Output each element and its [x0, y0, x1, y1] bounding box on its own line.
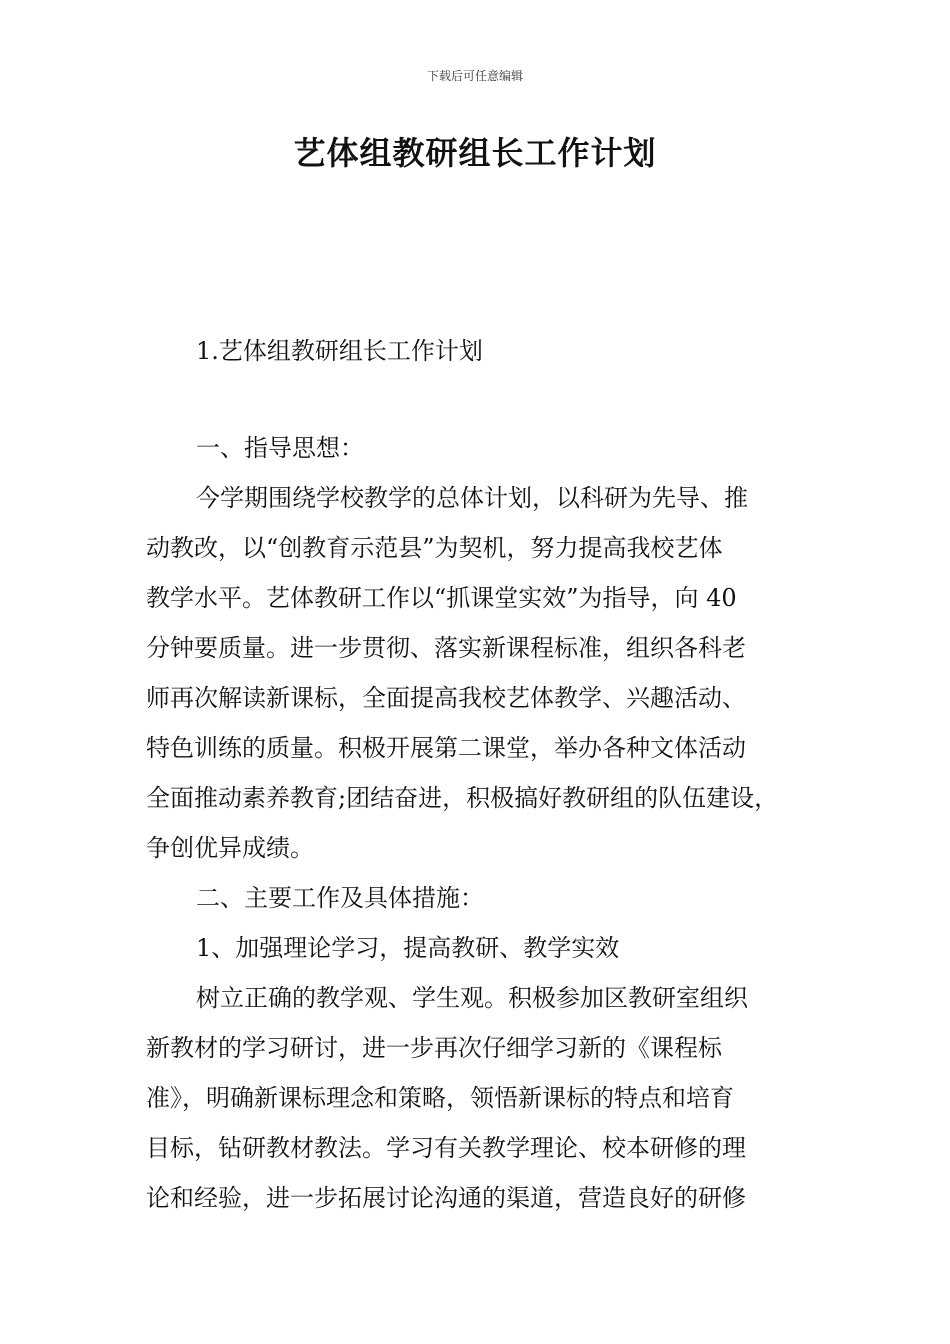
paragraph-line: 教学水平。艺体教研工作以“抓课堂实效”为指导，向 40	[146, 584, 737, 612]
paragraph-line: 争创优异成绩。	[146, 834, 314, 862]
paragraph-line: 全面推动素养教育;团结奋进，积极搞好教研组的队伍建设，	[146, 784, 779, 812]
paragraph-line: 分钟要质量。进一步贯彻、落实新课程标准，组织各科老	[146, 634, 746, 662]
paragraph-line: 新教材的学习研讨，进一步再次仔细学习新的《课程标	[146, 1034, 722, 1062]
paragraph-line: 准》，明确新课标理念和策略，领悟新课标的特点和培育	[146, 1084, 734, 1112]
paragraph-line: 目标，钻研教材教法。学习有关教学理论、校本研修的理	[146, 1134, 746, 1162]
paragraph-line: 二、主要工作及具体措施：	[196, 884, 484, 912]
paragraph-line: 今学期围绕学校教学的总体计划，以科研为先导、推	[196, 484, 748, 512]
document-title: 艺体组教研组长工作计划	[293, 134, 657, 172]
paragraph-line: 论和经验，进一步拓展讨论沟通的渠道，营造良好的研修	[146, 1184, 746, 1212]
paragraph-line: 1、加强理论学习，提高教研、教学实效	[196, 934, 620, 962]
paragraph-line: 特色训练的质量。积极开展第二课堂，举办各种文体活动	[146, 734, 746, 762]
section-heading: 1.艺体组教研组长工作计划	[196, 337, 483, 365]
paragraph-line: 一、指导思想：	[196, 434, 364, 462]
paragraph-line: 师再次解读新课标，全面提高我校艺体教学、兴趣活动、	[146, 684, 746, 712]
paragraph-line: 动教改，以“创教育示范县”为契机，努力提高我校艺体	[146, 534, 723, 562]
paragraph-line: 树立正确的教学观、学生观。积极参加区教研室组织	[196, 984, 748, 1012]
header-note: 下载后可任意编辑	[426, 69, 523, 83]
